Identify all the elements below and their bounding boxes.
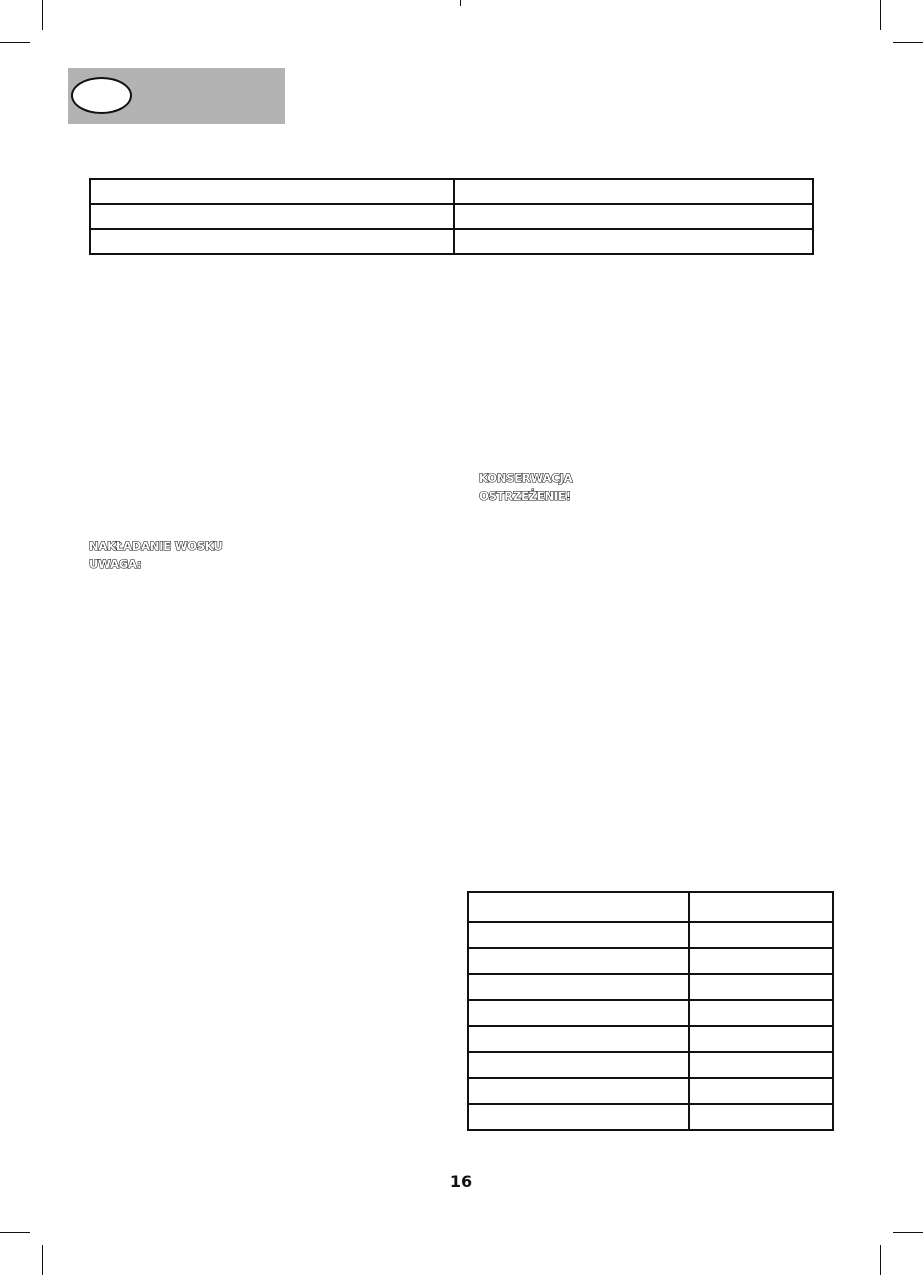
crop-mark-bottom-left-horizontal bbox=[0, 1232, 30, 1233]
wax-application-note: UWAGA: bbox=[89, 557, 142, 571]
table-row bbox=[468, 1078, 833, 1104]
table-row bbox=[468, 1052, 833, 1078]
crop-mark-top-right-horizontal bbox=[893, 42, 923, 43]
table-cell bbox=[689, 1000, 833, 1026]
table-cell bbox=[454, 204, 813, 229]
table-row bbox=[468, 1000, 833, 1026]
table-cell bbox=[689, 1104, 833, 1130]
table-cell bbox=[90, 179, 454, 204]
page-number-text: 16 bbox=[449, 1172, 473, 1191]
table-cell bbox=[689, 948, 833, 974]
table-row bbox=[468, 1026, 833, 1052]
top-center-marker bbox=[460, 0, 461, 6]
table-cell bbox=[90, 229, 454, 254]
table-row bbox=[90, 229, 813, 254]
language-badge bbox=[71, 77, 132, 114]
wax-application-heading: NAKŁADANIE WOSKU bbox=[89, 539, 223, 553]
table-row bbox=[468, 892, 833, 922]
table-row bbox=[90, 204, 813, 229]
table-cell bbox=[90, 204, 454, 229]
table-cell bbox=[689, 1078, 833, 1104]
crop-mark-bottom-left-vertical bbox=[42, 1245, 43, 1275]
language-tab bbox=[68, 68, 285, 124]
table-cell bbox=[468, 1000, 689, 1026]
table-row bbox=[468, 948, 833, 974]
crop-mark-top-left-vertical bbox=[42, 0, 43, 30]
maintenance-heading: KONSERWACJA bbox=[479, 471, 573, 485]
specification-table bbox=[89, 178, 814, 255]
table-cell bbox=[468, 1078, 689, 1104]
table-row bbox=[468, 922, 833, 948]
table-cell bbox=[689, 1026, 833, 1052]
table-cell bbox=[689, 974, 833, 1000]
table-cell bbox=[454, 179, 813, 204]
parts-table bbox=[467, 891, 834, 1131]
table-cell bbox=[468, 948, 689, 974]
table-cell bbox=[689, 892, 833, 922]
crop-mark-bottom-right-vertical bbox=[880, 1245, 881, 1275]
table-cell bbox=[468, 974, 689, 1000]
table-cell bbox=[468, 1104, 689, 1130]
table-cell bbox=[468, 1026, 689, 1052]
table-row bbox=[468, 1104, 833, 1130]
table-cell bbox=[468, 892, 689, 922]
table-row bbox=[90, 179, 813, 204]
page-number bbox=[446, 1168, 476, 1191]
maintenance-warning: OSTRZEŻENIE! bbox=[479, 489, 571, 503]
table-cell bbox=[468, 1052, 689, 1078]
table-cell bbox=[689, 922, 833, 948]
table-cell bbox=[468, 922, 689, 948]
table-row bbox=[468, 974, 833, 1000]
crop-mark-bottom-right-horizontal bbox=[893, 1232, 923, 1233]
crop-mark-top-right-vertical bbox=[880, 0, 881, 30]
table-cell bbox=[689, 1052, 833, 1078]
table-cell bbox=[454, 229, 813, 254]
crop-mark-top-left-horizontal bbox=[0, 42, 30, 43]
